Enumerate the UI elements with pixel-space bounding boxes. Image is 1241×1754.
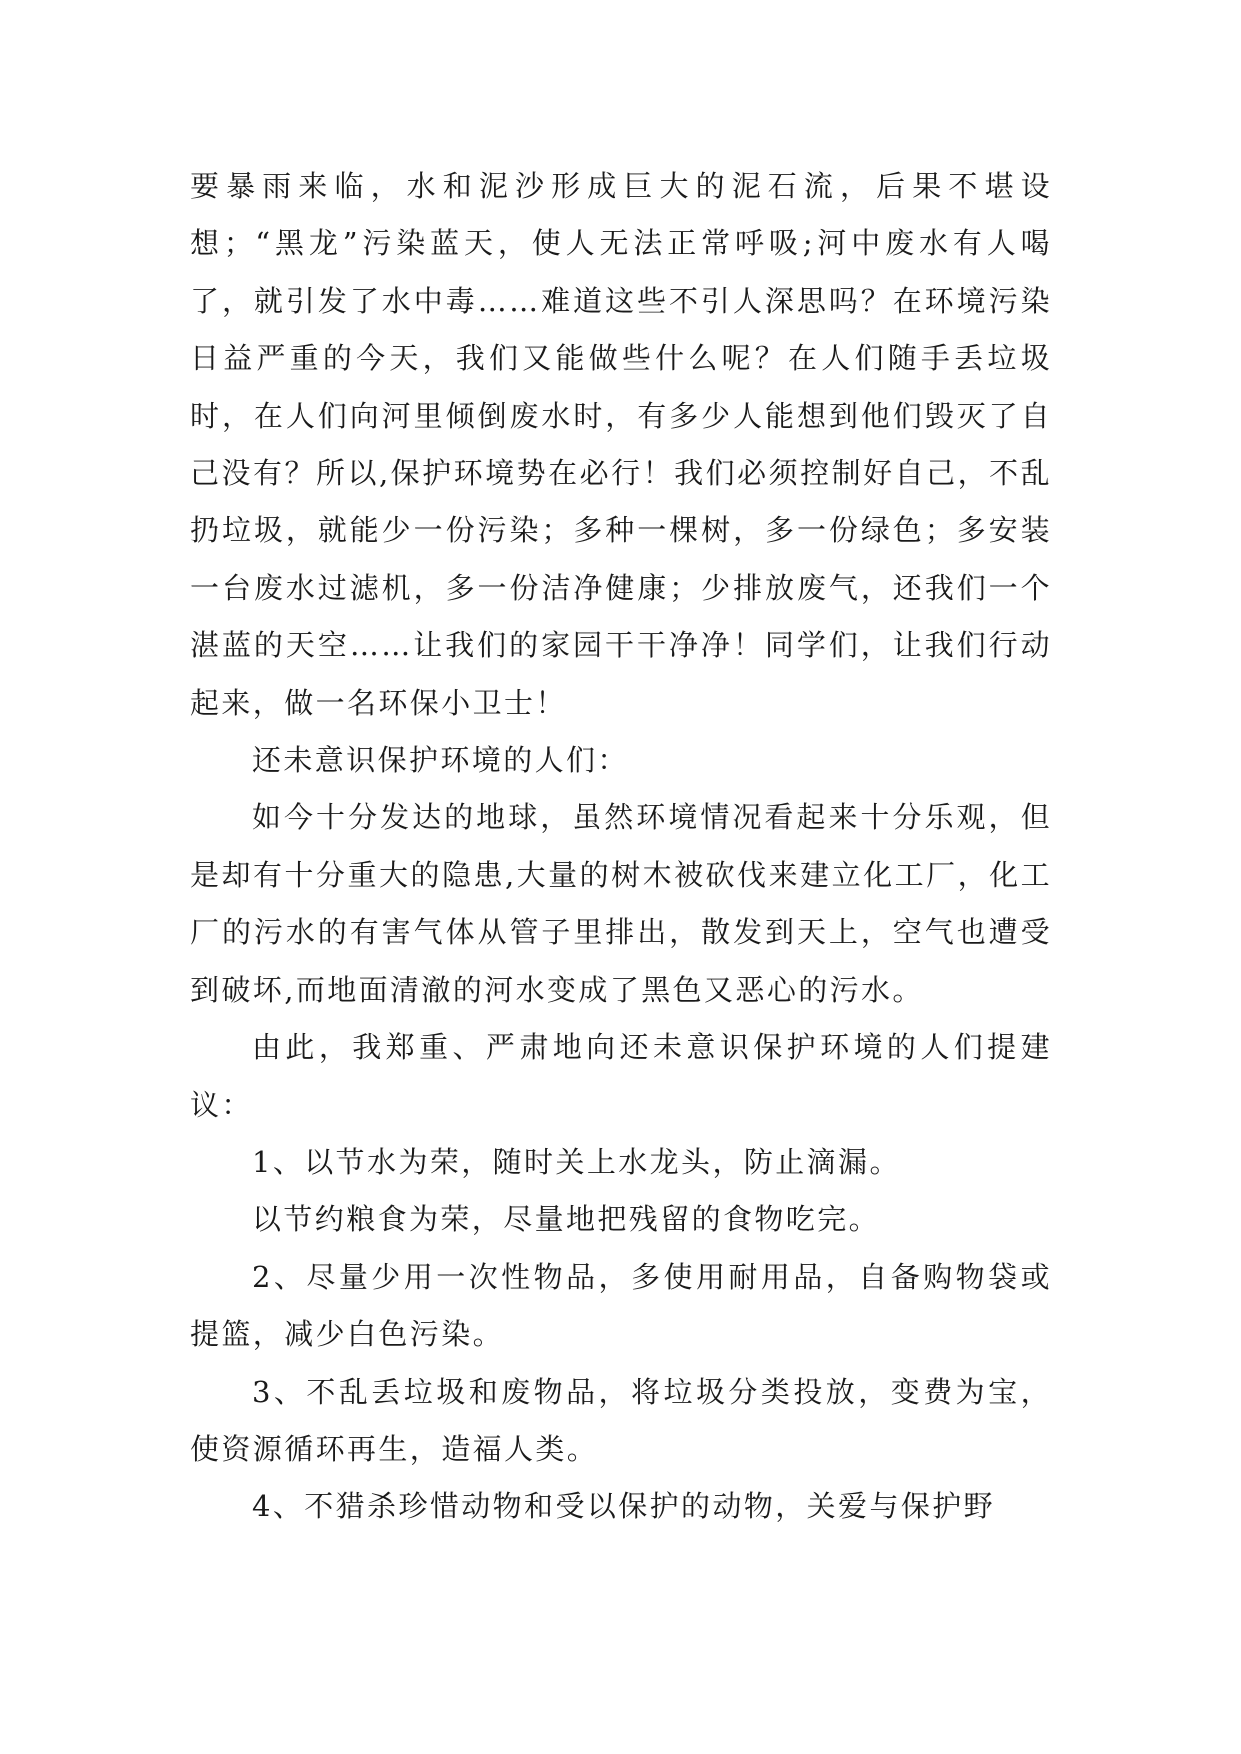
paragraph-7: 2、尽量少用一次性物品，多使用耐用品，自备购物袋或提篮，减少白色污染。: [190, 1259, 1052, 1352]
paragraph-4: 由此，我郑重、严肃地向还未意识保护环境的人们提建议：: [190, 1030, 1052, 1122]
paragraph-5: 1、以节水为荣，随时关上水龙头，防止滴漏。: [252, 1144, 901, 1179]
paragraph-3: 如今十分发达的地球，虽然环境情况看起来十分乐观，但是却有十分重大的隐患,大量的树木被砍伐来建立化工厂，化工厂的污水的有害气体从管子里排出，散发到天上，空气也遭受到破坏,而地面清澈的河水变成了黑色又恶心的污水。: [190, 800, 1052, 1007]
paragraph-6: 以节约粮食为荣，尽量地把残留的食物吃完。: [252, 1202, 881, 1237]
paragraph-2: 还未意识保护环境的人们：: [252, 743, 629, 778]
paragraph-9: 4、不猎杀珍惜动物和受以保护的动物，关爱与保护野: [252, 1489, 996, 1524]
paragraph-8: 3、不乱丢垃圾和废物品，将垃圾分类投放，变费为宝，使资源循环再生，造福人类。: [190, 1374, 1052, 1466]
paragraph-1: 要暴雨来临，水和泥沙形成巨大的泥石流，后果不堪设想；“黑龙”污染蓝天，使人无法正常呼吸;河中废水有人喝了，就引发了水中毒……难道这些不引人深思吗？在环境污染日益严重的今天，我们又能做些什么呢？在人们随手丢垃圾时，在人们向河里倾倒废水时，有多少人能想到他们毁灭了自己没有？所以,保护环境势在必行！我们必须控制好自己，不乱扔垃圾，就能少一份污染；多种一棵树，多一份绿色；多安装一台废水过滤机，多一份洁净健康；少排放废气，还我们一个湛蓝的天空……让我们的家园干干净净！同学们，让我们行动起来，做一名环保小卫士！: [190, 169, 1052, 720]
document-body: [190, 158, 1052, 1536]
